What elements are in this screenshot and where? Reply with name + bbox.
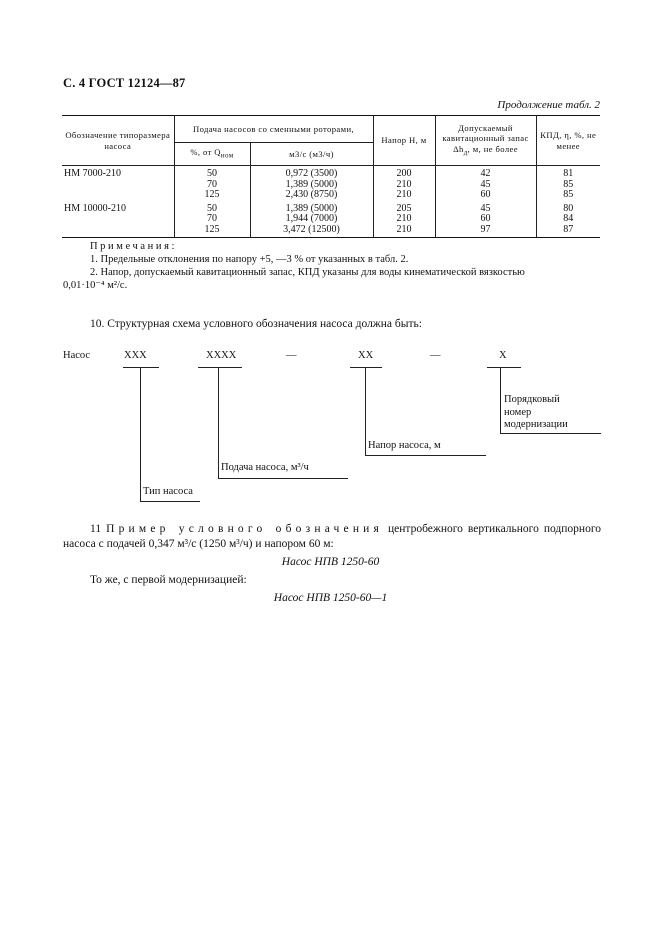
cell-designation — [62, 225, 174, 238]
cell-percent: 50 — [174, 166, 250, 180]
cell-npsh: 97 — [435, 225, 536, 238]
cell-designation: НМ 7000-210 — [62, 166, 174, 180]
diagram-dash: — — [430, 350, 441, 361]
diagram-code-head: XX — [358, 350, 374, 361]
cell-efficiency: 87 — [536, 225, 600, 238]
cell-npsh: 60 — [435, 190, 536, 201]
leader-supply — [218, 367, 219, 478]
cell-npsh: 60 — [435, 214, 536, 225]
section-11: 11 Пример условного обозначения центробежного вертикального подпорного насоса с подачей 0,347 м³/с (1250 м³/ч) и напором 60 м: — [63, 523, 601, 550]
cell-flow: 2,430 (8750) — [250, 190, 373, 201]
diagram-code-type: XXX — [124, 350, 147, 361]
header-supply-group: Подача насосов со сменными роторами, — [174, 116, 373, 143]
cell-npsh: 45 — [435, 201, 536, 215]
cell-efficiency: 81 — [536, 166, 600, 180]
diagram-code-mod: X — [499, 350, 507, 361]
cell-flow: 1,944 (7000) — [250, 214, 373, 225]
cell-head: 200 — [373, 166, 435, 180]
table-row — [62, 225, 600, 238]
cell-efficiency: 85 — [536, 180, 600, 191]
pump-parameters-table — [62, 115, 600, 238]
table-caption: Продолжение табл. 2 — [497, 99, 600, 111]
cell-flow: 3,472 (12500) — [250, 225, 373, 238]
cell-designation — [62, 214, 174, 225]
baseline-supply — [218, 478, 348, 479]
example-designation-1: Насос НПВ 1250-60 — [281, 556, 380, 568]
cell-head: 210 — [373, 180, 435, 191]
cell-efficiency: 84 — [536, 214, 600, 225]
underline-supply — [198, 367, 242, 368]
note-item-continuation: 0,01·10⁻⁴ м²/с. — [63, 280, 128, 291]
cell-head: 210 — [373, 225, 435, 238]
table-notes — [63, 240, 603, 292]
section-11-spaced-title: Пример условного обозначения — [106, 523, 384, 535]
note-item: 1. Предельные отклонения по напору +5, —3 % от указанных в табл. 2. — [90, 254, 409, 265]
header-head: Напор H, м — [373, 116, 435, 166]
cell-efficiency: 80 — [536, 201, 600, 215]
underline-mod — [487, 367, 521, 368]
table-row — [62, 214, 600, 225]
cell-head: 210 — [373, 190, 435, 201]
cell-flow: 1,389 (5000) — [250, 201, 373, 215]
leader-mod — [500, 367, 501, 433]
leader-head — [365, 367, 366, 455]
cell-percent: 70 — [174, 214, 250, 225]
table-row — [62, 190, 600, 201]
notes-title: Примечания: — [90, 241, 178, 252]
cell-designation — [62, 190, 174, 201]
cell-flow: 0,972 (3500) — [250, 166, 373, 180]
note-item: 2. Напор, допускаемый кавитационный запас, КПД указаны для воды кинематической вязкостью — [90, 267, 525, 278]
label-pump-supply: Подача насоса, м³/ч — [221, 462, 309, 473]
cell-percent: 70 — [174, 180, 250, 191]
cell-npsh: 42 — [435, 166, 536, 180]
section-11-text-2: То же, с первой модернизацией: — [90, 574, 247, 586]
underline-head — [350, 367, 382, 368]
table-row — [62, 201, 600, 215]
section-11-text: центробежного вертикального подпорного насоса с подачей 0,347 м³/с (1250 м³/ч) и напором 60 м: — [63, 523, 601, 550]
cell-efficiency: 85 — [536, 190, 600, 201]
table-row — [62, 166, 600, 180]
label-modernization: Порядковый номер модернизации — [504, 394, 568, 430]
page-header: С. 4 ГОСТ 12124—87 — [63, 76, 186, 90]
cell-head: 205 — [373, 201, 435, 215]
cell-percent: 50 — [174, 201, 250, 215]
cell-designation: НМ 10000-210 — [62, 201, 174, 215]
label-pump-type: Тип насоса — [143, 486, 193, 497]
section-10-text: 10. Структурная схема условного обозначения насоса должна быть: — [90, 318, 422, 330]
header-percent: %, от $Q_{ном}$ — [174, 143, 250, 166]
baseline-mod — [500, 433, 601, 434]
cell-designation — [62, 180, 174, 191]
diagram-dash: — — [286, 350, 297, 361]
header-flow: м3/с (м3/ч) — [250, 143, 373, 166]
cell-percent: 125 — [174, 225, 250, 238]
leader-type — [140, 367, 141, 501]
diagram-code-supply: XXXX — [206, 350, 237, 361]
example-designation-2: Насос НПВ 1250-60—1 — [273, 592, 388, 604]
cell-head: 210 — [373, 214, 435, 225]
label-pump-head: Напор насоса, м — [368, 440, 441, 451]
cell-flow: 1,389 (5000) — [250, 180, 373, 191]
cell-percent: 125 — [174, 190, 250, 201]
baseline-head — [365, 455, 486, 456]
header-efficiency: КПД, η, %, не менее — [536, 116, 600, 166]
diagram-prefix: Насос — [63, 350, 91, 361]
baseline-type — [140, 501, 200, 502]
header-npsh: Допускаемый кавитационный запас $\Delta h_д$, м, не более — [435, 116, 536, 166]
cell-npsh: 45 — [435, 180, 536, 191]
header-designation: Обозначение типоразмера насоса — [62, 116, 174, 166]
underline-type — [123, 367, 159, 368]
